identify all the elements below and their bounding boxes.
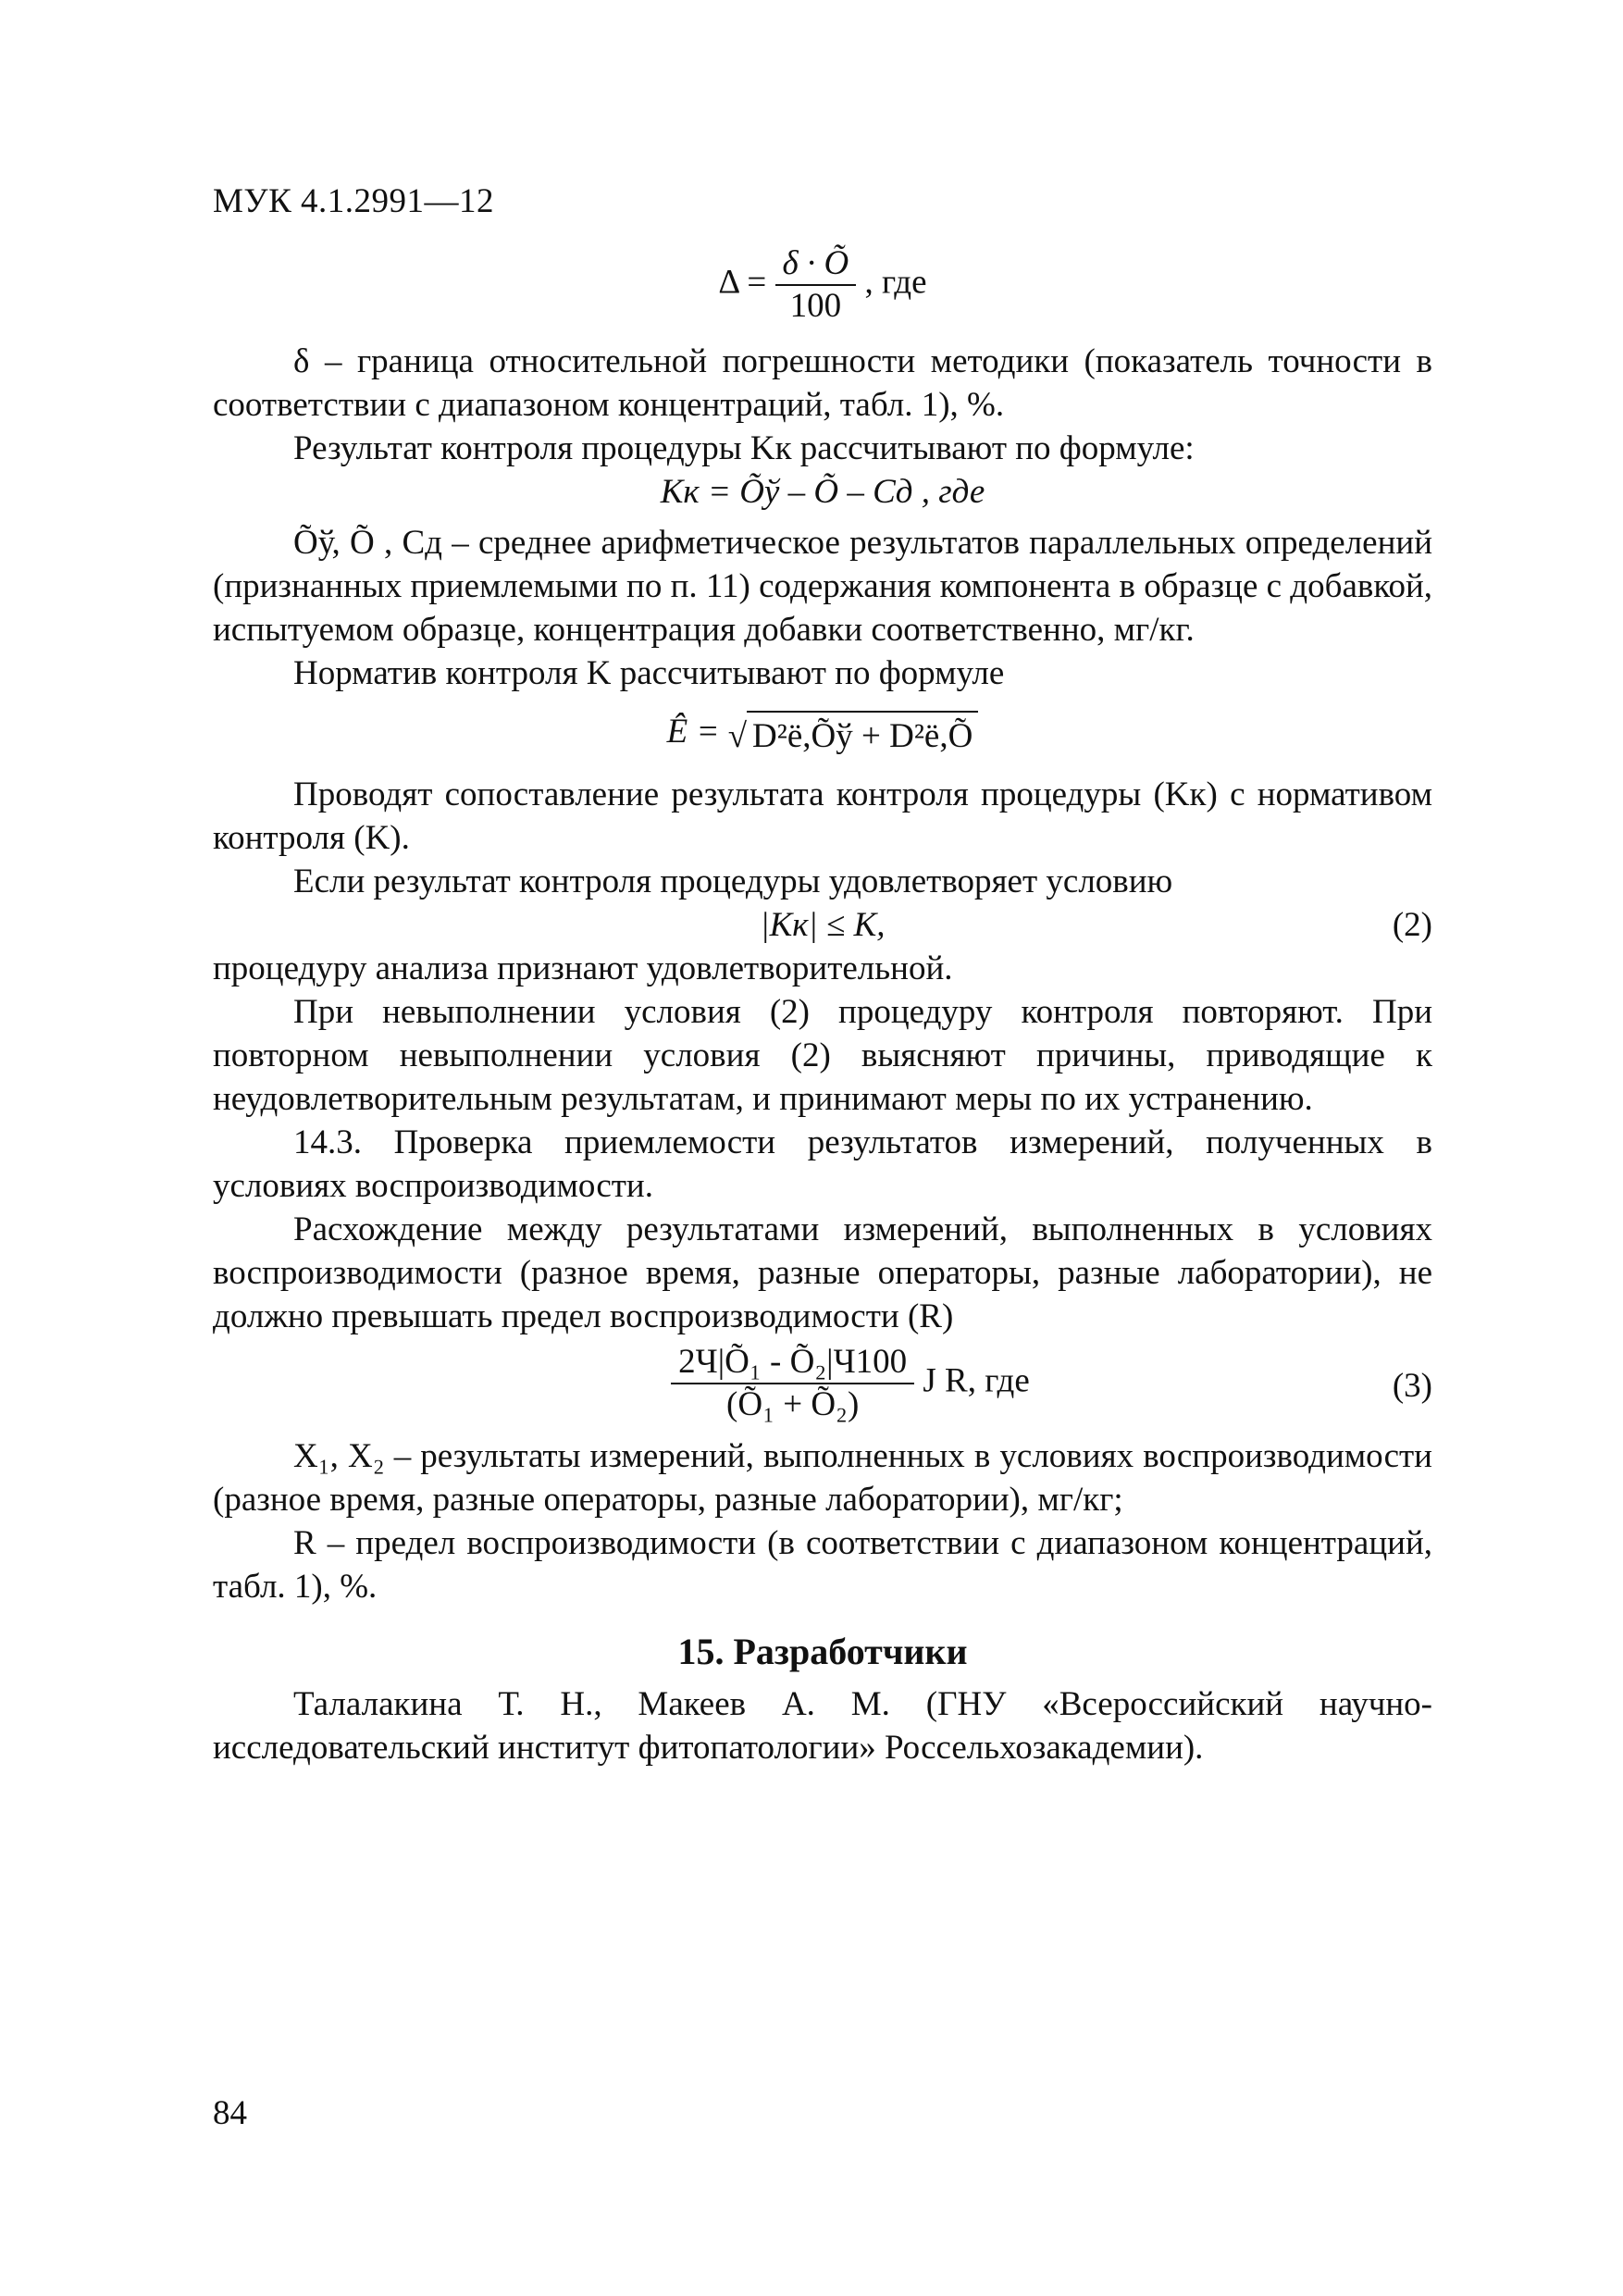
paragraph-repeat: При невыполнении условия (2) процедуру контроля повторяют. При повторном невыполнении условия (2) выясняют причины, приводящие к неудовлетворительным результатам, и принимают меры по их устранению. [213,993,1432,1119]
formula-delta-numerator: δ · Õ [775,243,857,286]
paragraph-r-definition: R – предел воспроизводимости (в соответствии с диапазоном концентраций, табл. 1), %. [213,1524,1432,1607]
paragraph-kk-definitions: Õў, Õ , Cд – среднее арифметическое результатов параллельных определений (признанных приемлемыми по п. 11) содержания компонента в образце с добавкой, испытуемом образце, концентрация добавки соответственно, мг/кг. [213,524,1432,649]
section-title: 15. Разработчики [677,1631,968,1673]
formula-delta [213,243,1432,327]
paragraph-satisfactory: процедуру анализа признают удовлетворительной. [213,949,953,988]
paragraph-developers: Талалакина Т. Н., Макеев А. М. (ГНУ «Всероссийский научно-исследовательский институт фитопатологии» Россельхозакадемии). [213,1685,1432,1768]
paragraph-14-3: 14.3. Проверка приемлемости результатов измерений, полученных в условиях воспроизводимости. [213,1123,1432,1206]
formula-delta-fraction [775,243,857,327]
paragraph-comparison: Проводят сопоставление результата контроля процедуры (Kк) с нормативом контроля (K). [213,776,1432,858]
formula-delta-denominator: 100 [789,287,842,325]
formula-3-numerator: 2Ч|Õ₁ - Õ₂|Ч100 [671,1342,914,1384]
formula-2-number: (2) [1392,906,1432,945]
document-header: МУК 4.1.2991—12 [213,182,495,220]
paragraph-x-definitions: X₁, X₂ – результаты измерений, выполненных в условиях воспроизводимости (разное время, разные операторы, разные лаборатории), мг/кг; [213,1437,1432,1520]
formula-3-fraction [671,1342,914,1425]
formula-3-tail: J R, где [923,1361,1030,1400]
formula-k [213,710,1432,758]
formula-k-radicand: D²ë,Õў + D²ë,Õ [747,711,978,758]
paragraph-kk-intro: Результат контроля процедуры Kк рассчитывают по формуле: [293,429,1195,467]
formula-2-expr: |Kк| ≤ K, [760,906,886,945]
paragraph-reproducibility: Расхождение между результатами измерений, выполненных в условиях воспроизводимости (разное время, разные операторы, разные лаборатории), не должно превышать предел воспроизводимости (R) [213,1210,1432,1336]
page-body [213,181,1432,1769]
formula-3-denominator: (Õ₁ + Õ₂) [726,1385,860,1424]
formula-3 [213,1342,1432,1429]
paragraph-condition-intro: Если результат контроля процедуры удовлетворяет условию [293,863,1173,901]
formula-k-lhs: Ê = [666,713,720,751]
formula-kk: Kк = Õў – Õ – Cд , где [660,473,985,511]
formula-k-sqrt: √ D²ë,Õў + D²ë,Õ [728,711,979,758]
page-number: 84 [213,2094,247,2132]
formula-3-body [213,1342,1432,1425]
paragraph-k-intro: Норматив контроля K рассчитывают по формуле [293,654,1005,692]
formula-3-number: (3) [1392,1367,1432,1406]
formula-2 [213,903,1432,947]
paragraph-delta-definition: δ – граница относительной погрешности методики (показатель точности в соответствии с диапазоном концентраций, табл. 1), %. [213,342,1432,424]
formula-delta-lhs: Δ = [718,263,767,302]
formula-delta-tail: , где [864,263,927,302]
